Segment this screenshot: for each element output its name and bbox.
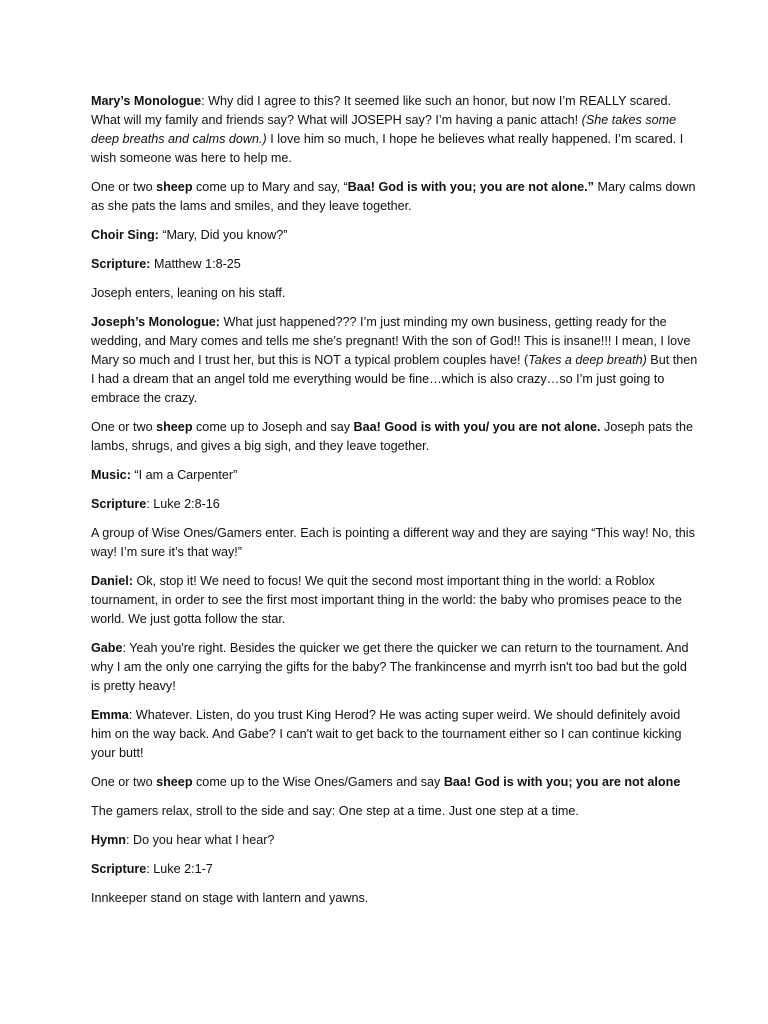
paragraph-text: : Luke 2:1-7 xyxy=(146,862,213,876)
speaker-label: Mary’s Monologue xyxy=(91,94,202,108)
paragraph-text: I love him so much, I hope he believes what really happened. I’m scared. I wish someone was here to help me. xyxy=(91,132,684,165)
bold-text: sheep xyxy=(156,180,193,194)
paragraph-wise-ones-enter xyxy=(91,524,698,562)
speaker-label: Emma xyxy=(91,708,129,722)
paragraph-sheep-mary xyxy=(91,178,698,216)
bold-text: Baa! God is with you; you are not alone xyxy=(443,775,681,789)
paragraph-text: What just happened??? I’m just minding my own business, getting ready for the wedding, and Mary comes and tells me she’s pregnant! With the son of God!! This is insane!!! I mean, I love Mary so much and I trust her, but this is NOT a typical problem couples have! ( xyxy=(91,315,691,367)
paragraph-emma xyxy=(91,706,698,763)
paragraph-text: come up to Joseph and say xyxy=(192,420,354,434)
paragraph-sheep-joseph xyxy=(91,418,698,456)
paragraph-daniel xyxy=(91,572,698,629)
paragraph-scripture-matthew xyxy=(91,255,698,274)
paragraph-text: Innkeeper stand on stage with lantern and yawns. xyxy=(91,891,369,905)
paragraph-innkeeper xyxy=(91,889,698,908)
paragraph-text: One or two xyxy=(91,180,157,194)
paragraph-text: Joseph pats the lambs, shrugs, and gives a big sigh, and they leave together. xyxy=(91,420,693,453)
speaker-label: Daniel: xyxy=(91,574,133,588)
paragraph-text: : Why did I agree to this? It seemed like such an honor, but now I’m REALLY scared. What will my family and friends say? What will JOSEPH say? I’m having a panic attach! xyxy=(91,94,672,127)
cue-label: Scripture xyxy=(91,497,147,511)
paragraph-text: Mary calms down as she pats the lams and smiles, and they leave together. xyxy=(91,180,696,213)
paragraph-text: come up to the Wise Ones/Gamers and say xyxy=(192,775,444,789)
cue-label: Hymn xyxy=(91,833,126,847)
bold-text: sheep xyxy=(156,775,193,789)
paragraph-scripture-luke-2-8 xyxy=(91,495,698,514)
paragraph-text: One or two xyxy=(91,420,157,434)
stage-direction: (She takes some deep breaths and calms down.) xyxy=(91,113,677,146)
paragraph-text: But then I had a dream that an angel told me everything would be fine…which is also crazy…so I’m just going to embrace the crazy. xyxy=(91,353,698,405)
cue-label: Scripture: xyxy=(91,257,151,271)
paragraph-hymn xyxy=(91,831,698,850)
paragraph-text: A group of Wise Ones/Gamers enter. Each is pointing a different way and they are saying “This way! No, this way! I’m sure it’s that way!” xyxy=(91,526,695,559)
paragraph-josephs-monologue xyxy=(91,313,698,408)
paragraph-text: come up to Mary and say, “ xyxy=(192,180,348,194)
paragraph-scripture-luke-2-1 xyxy=(91,860,698,879)
paragraph-text: : Luke 2:8-16 xyxy=(146,497,220,511)
paragraph-text: Matthew 1:8-25 xyxy=(150,257,241,271)
paragraph-text: : Yeah you're right. Besides the quicker we get there the quicker we can return to the tournament. And why I am the only one carrying the gifts for the baby? The frankincense and myrrh isn't too bad but the gold is pretty heavy! xyxy=(91,641,689,693)
paragraph-text: The gamers relax, stroll to the side and say: One step at a time. Just one step at a time. xyxy=(91,804,579,818)
paragraph-sheep-gamers xyxy=(91,773,698,792)
paragraph-text: : Do you hear what I hear? xyxy=(126,833,275,847)
bold-text: Baa! God is with you; you are not alone.” xyxy=(347,180,594,194)
paragraph-text: “Mary, Did you know?” xyxy=(158,228,288,242)
paragraph-text: : Whatever. Listen, do you trust King Herod? He was acting super weird. We should definitely avoid him on the way back. And Gabe? I can't wait to get back to the tournament either so I can continue kicking your butt! xyxy=(91,708,682,760)
paragraph-choir-sing xyxy=(91,226,698,245)
paragraph-marys-monologue xyxy=(91,92,698,168)
paragraph-gabe xyxy=(91,639,698,696)
paragraph-joseph-enters xyxy=(91,284,698,303)
stage-direction: Takes a deep breath) xyxy=(528,353,647,367)
paragraph-text: Ok, stop it! We need to focus! We quit the second most important thing in the world: a Roblox tournament, in order to see the first most important thing in the world: the baby who promises peace to the world. We just gotta follow the star. xyxy=(91,574,682,626)
paragraph-text: Joseph enters, leaning on his staff. xyxy=(91,286,286,300)
bold-text: Baa! Good is with you/ you are not alone. xyxy=(353,420,601,434)
speaker-label: Joseph’s Monologue: xyxy=(91,315,220,329)
paragraph-text: “I am a Carpenter” xyxy=(130,468,238,482)
speaker-label: Gabe xyxy=(91,641,123,655)
bold-text: sheep xyxy=(156,420,193,434)
cue-label: Scripture xyxy=(91,862,147,876)
cue-label: Music: xyxy=(91,468,131,482)
paragraph-gamers-relax xyxy=(91,802,698,821)
paragraph-text: One or two xyxy=(91,775,157,789)
paragraph-music xyxy=(91,466,698,485)
cue-label: Choir Sing: xyxy=(91,228,159,242)
